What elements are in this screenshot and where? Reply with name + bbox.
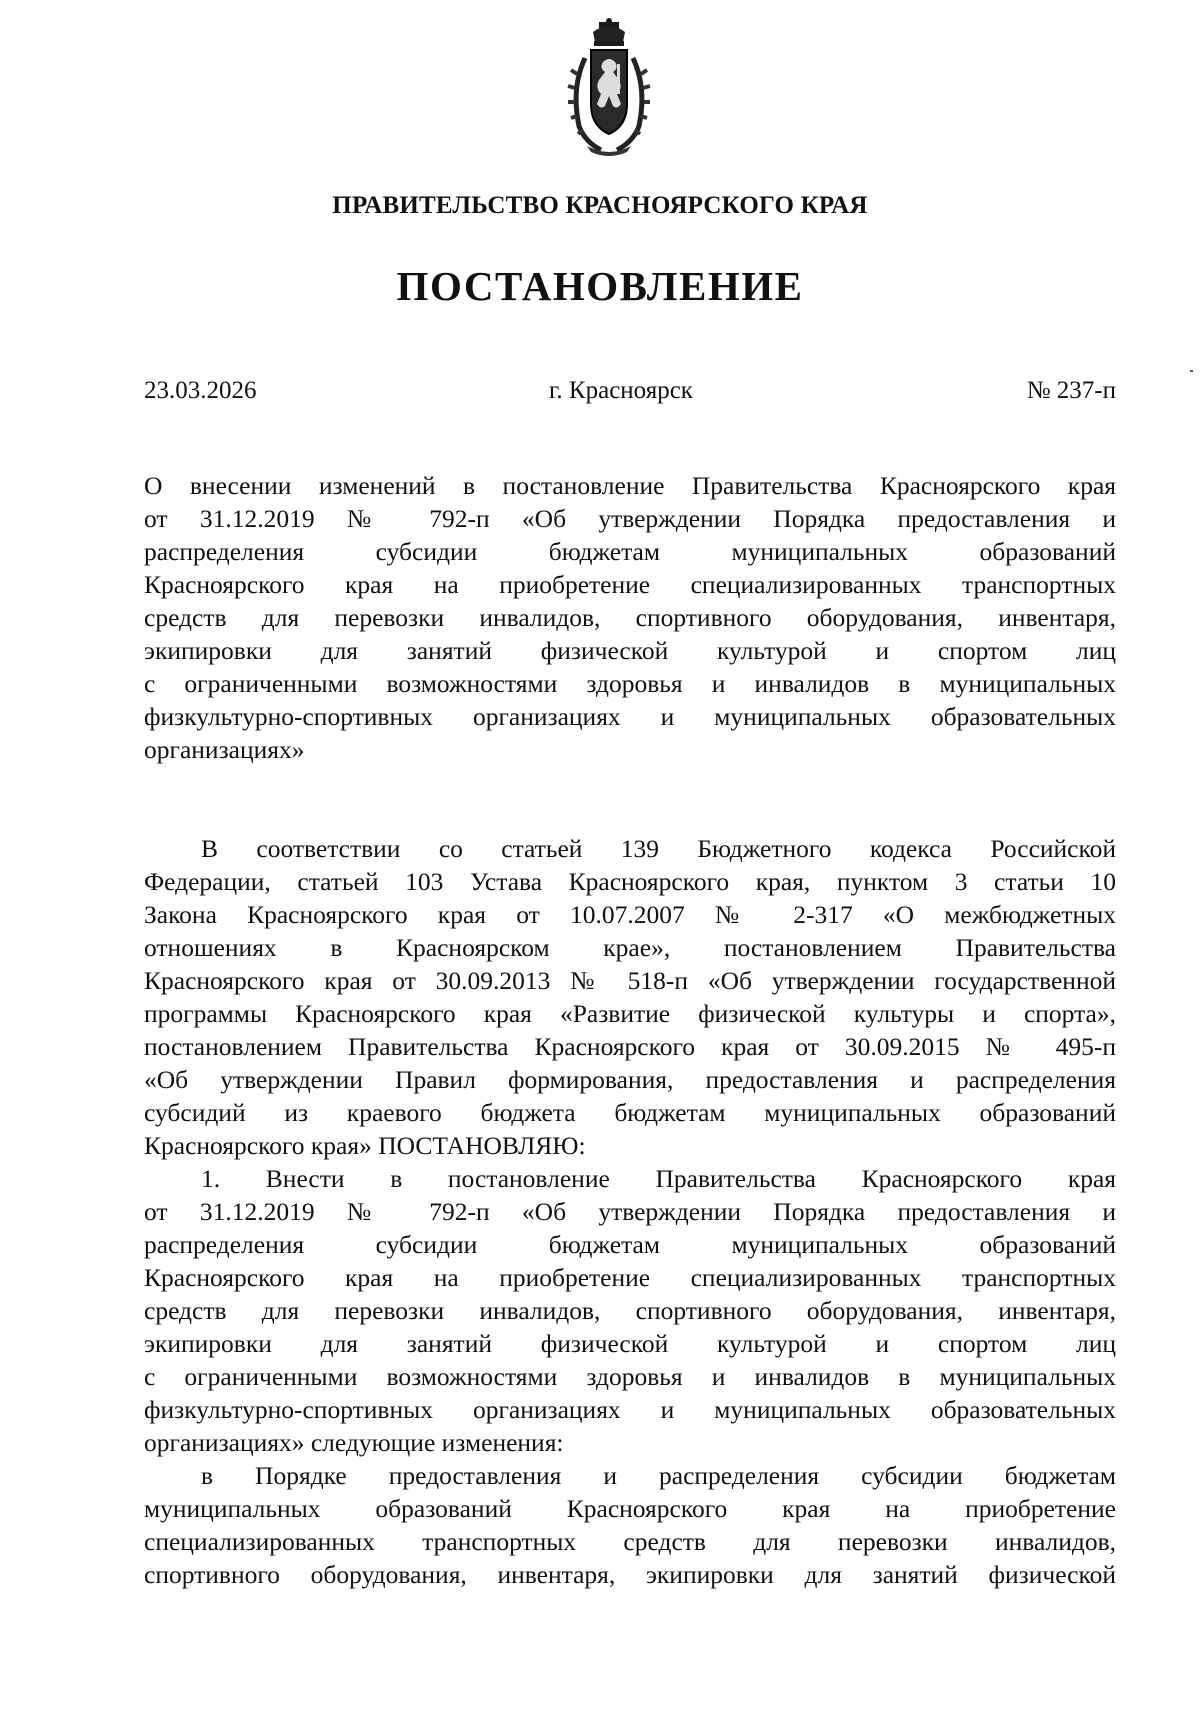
body-line: постановлением Правительства Красноярского края от 30.09.2015 № 495-п [144,1032,1116,1061]
body-line: в Порядке предоставления и распределения субсидии бюджетам [201,1461,1116,1490]
body-line: распределения субсидии бюджетам муниципальных образований [144,1230,1116,1259]
title-line: экипировки для занятий физической культурой и спортом лиц [144,636,1116,665]
body-line: В соответствии со статьей 139 Бюджетного кодекса Российской [201,834,1116,863]
document-date: 23.03.2026 [144,377,257,404]
body-line: Федерации, статьей 103 Устава Красноярского края, пунктом 3 статьи 10 [144,867,1116,896]
body-line: специализированных транспортных средств для перевозки инвалидов, [144,1527,1116,1556]
organization-title: ПРАВИТЕЛЬСТВО КРАСНОЯРСКОГО КРАЯ [332,192,868,219]
body-line: муниципальных образований Красноярского края на приобретение [144,1494,1116,1523]
body-line: Красноярского края» ПОСТАНОВЛЯЮ: [144,1131,586,1160]
body-line: Закона Красноярского края от 10.07.2007 № 2-317 «О межбюджетных [144,900,1116,929]
body-line: Красноярского края от 30.09.2013 № 518-п «Об утверждении государственной [144,966,1116,995]
body-line: спортивного оборудования, инвентаря, экипировки для занятий физической [144,1560,1116,1589]
document-title-block [144,469,1116,766]
document-type-heading: ПОСТАНОВЛЕНИЕ [396,263,804,309]
title-line: средств для перевозки инвалидов, спортивного оборудования, инвентаря, [144,603,1116,632]
title-line: распределения субсидии бюджетам муниципальных образований [144,537,1116,566]
body-line: физкультурно-спортивных организациях и муниципальных образовательных [144,1395,1116,1424]
body-line: «Об утверждении Правил формирования, предоставления и распределения [144,1065,1116,1094]
title-line: Красноярского края на приобретение специализированных транспортных [144,570,1116,599]
coat-of-arms-icon [565,18,653,156]
body-line: субсидий из краевого бюджета бюджетам муниципальных образований [144,1098,1116,1127]
title-line: О внесении изменений в постановление Правительства Красноярского края [144,471,1116,500]
body-line: от 31.12.2019 № 792-п «Об утверждении Порядка предоставления и [144,1197,1116,1226]
body-line: с ограниченными возможностями здоровья и инвалидов в муниципальных [144,1362,1116,1391]
body-line: Красноярского края на приобретение специализированных транспортных [144,1263,1116,1292]
document-meta-row [144,377,1116,405]
body-line: программы Красноярского края «Развитие физической культуры и спорта», [144,999,1116,1028]
document-city: г. Красноярск [549,377,693,404]
body-line: отношениях в Красноярском крае», постановлением Правительства [144,933,1116,962]
title-line: с ограниченными возможностями здоровья и инвалидов в муниципальных [144,669,1116,698]
title-line: физкультурно-спортивных организациях и муниципальных образовательных [144,702,1116,731]
title-line: организациях» [144,735,305,764]
document-number: № 237-п [1026,377,1116,404]
body-line: 1. Внести в постановление Правительства Красноярского края [201,1164,1116,1193]
body-line: организациях» следующие изменения: [144,1428,564,1457]
scan-artifact [1190,370,1193,372]
document-body [144,832,1116,1591]
title-line: от 31.12.2019 № 792-п «Об утверждении Порядка предоставления и [144,504,1116,533]
body-line: средств для перевозки инвалидов, спортивного оборудования, инвентаря, [144,1296,1116,1325]
body-line: экипировки для занятий физической культурой и спортом лиц [144,1329,1116,1358]
